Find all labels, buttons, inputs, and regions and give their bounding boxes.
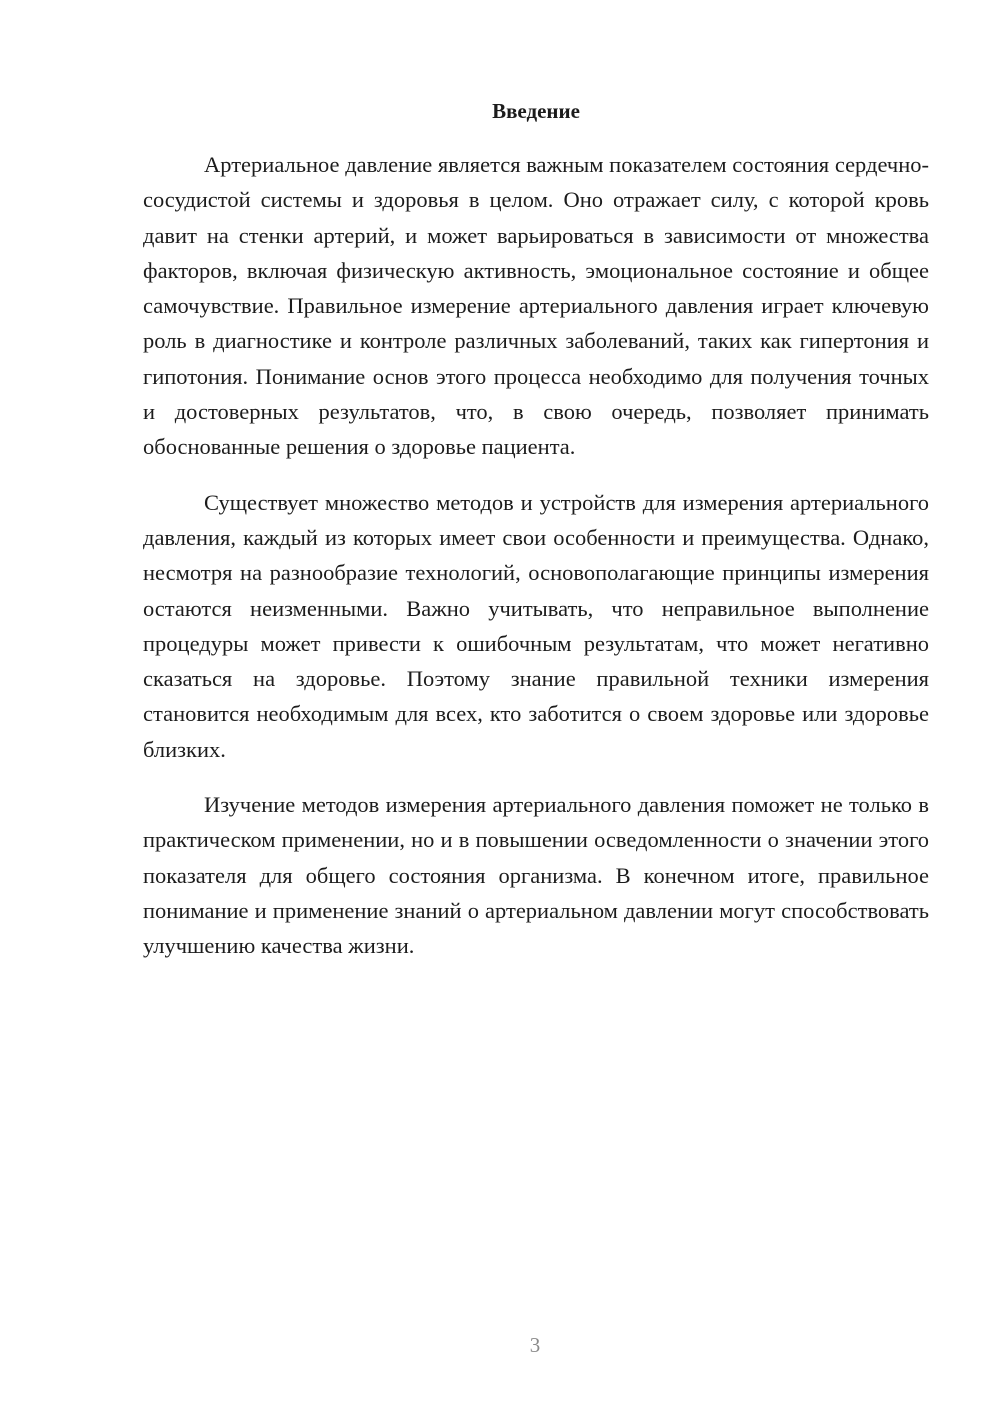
paragraph-3: Изучение методов измерения артериального давления поможет не только в практическом применении, но и в повышении осведомленности о значении этого показателя для общего состояния организма. В конечном итоге, правильное понимание и применение знаний о артериальном давлении могут способствовать улучшению качества жизни. xyxy=(143,792,929,959)
paragraph-1: Артериальное давление является важным показателем состояния сердечно-сосудистой системы и здоровья в целом. Оно отражает силу, с которой кровь давит на стенки артерий, и может варьироваться в зависимости от множества факторов, включая физическую активность, эмоциональное состояние и общее самочувствие. Правильное измерение артериального давления играет ключевую роль в диагностике и контроле различных заболеваний, таких как гипертония и гипотония. Понимание основ этого процесса необходимо для получения точных и достоверных результатов, что, в свою очередь, позволяет принимать обоснованные решения о здоровье пациента. xyxy=(143,152,929,460)
page-content xyxy=(143,97,929,984)
page-number: 3 xyxy=(529,1333,541,1357)
paragraph-2: Существует множество методов и устройств для измерения артериального давления, каждый из которых имеет свои особенности и преимущества. Однако, несмотря на разнообразие технологий, основополагающие принципы измерения остаются неизменными. Важно учитывать, что неправильное выполнение процедуры может привести к ошибочным результатам, что может негативно сказаться на здоровье. Поэтому знание правильной техники измерения становится необходимым для всех, кто заботится о своем здоровье или здоровье близких. xyxy=(143,489,929,762)
section-heading: Введение xyxy=(492,99,580,123)
